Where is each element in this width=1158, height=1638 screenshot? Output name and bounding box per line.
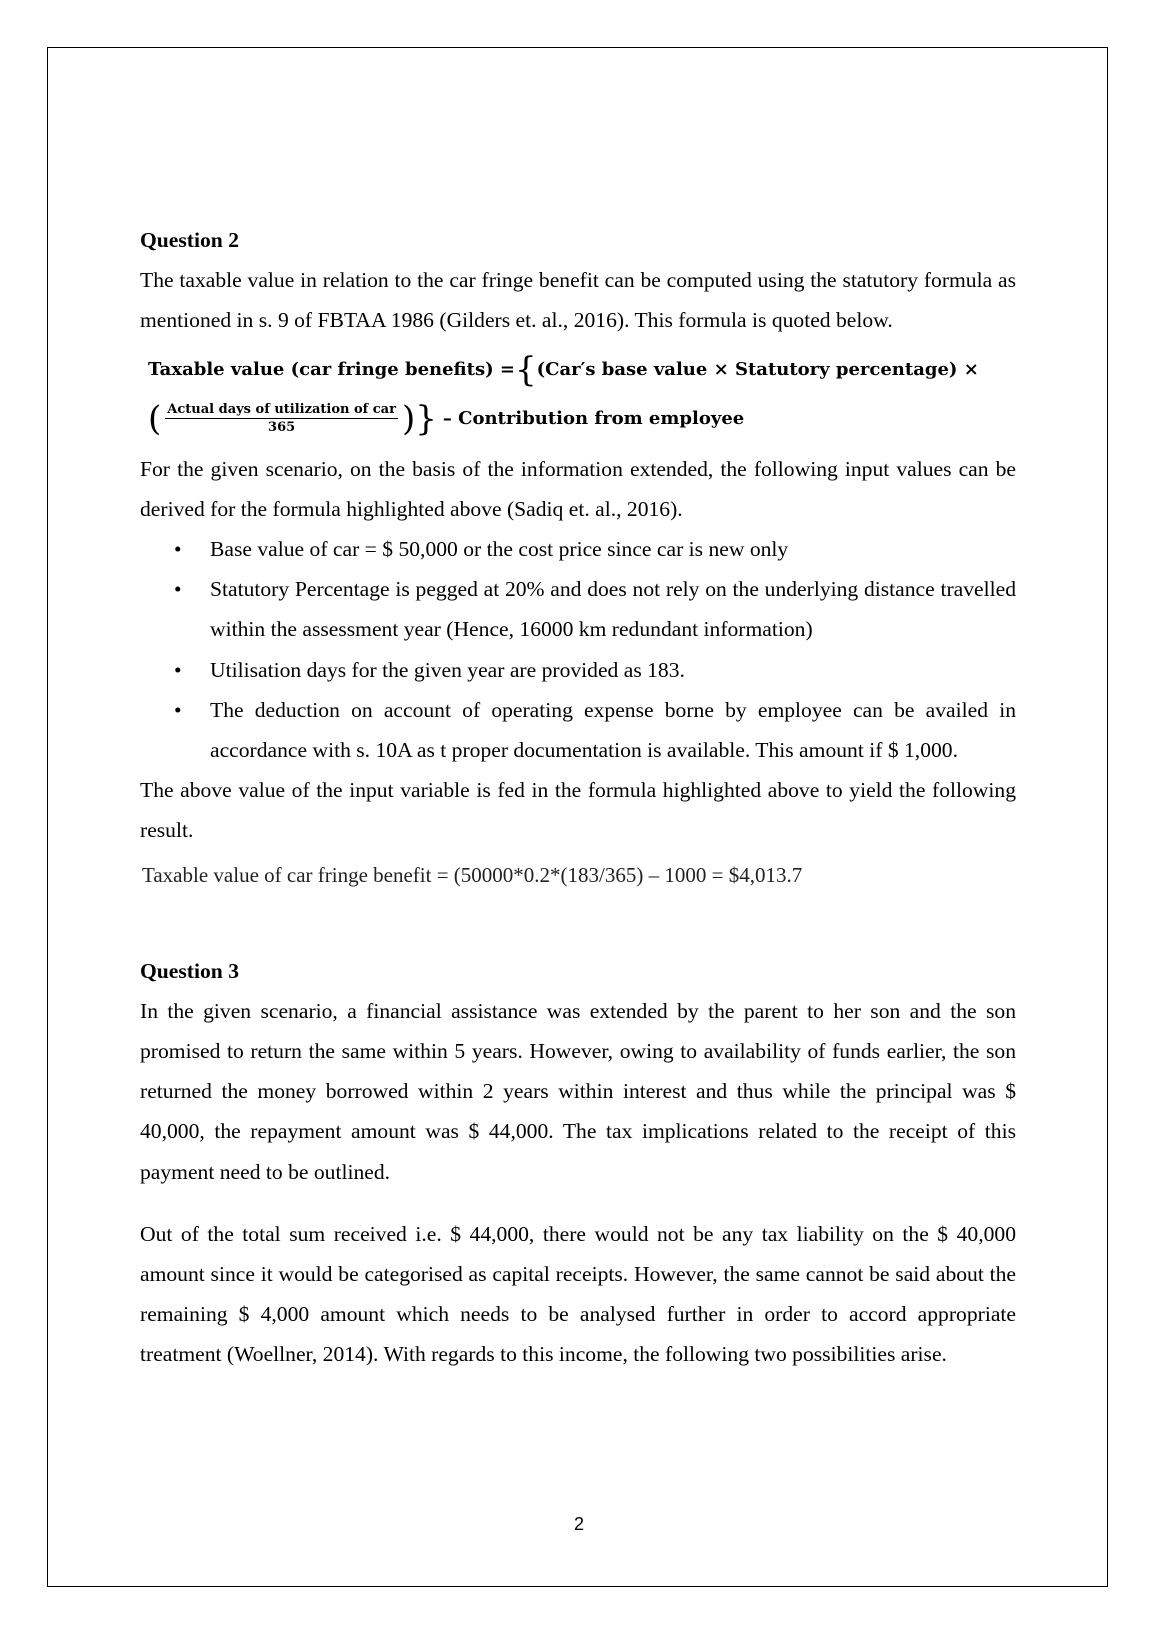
list-item: • The deduction on account of operating expense borne by employee can be availed in accordance with s. 10A as t proper documentation is available. This amount if $ 1,000. (210, 690, 1016, 770)
q2-result-intro: The above value of the input variable is fed in the formula highlighted above to yield the following result. (140, 778, 1016, 843)
input-values-list (140, 529, 1016, 770)
bullet-icon: • (174, 537, 182, 562)
list-item: • Statutory Percentage is pegged at 20% and does not rely on the underlying distance travelled within the assessment year (Hence, 16000 km redundant information) (210, 569, 1016, 649)
taxable-value-formula: Taxable value (car fringe benefits) = { (Car′s base value × Statutory percentage) × ( $\frac{\text{Actual days of utilization of car}}{365}$ )} – Contribution from employee (148, 349, 979, 439)
page-number: 2 (573, 1514, 584, 1534)
document-body (140, 220, 1016, 1375)
list-item: • Utilisation days for the given year are provided as 183. (210, 650, 1016, 690)
formula-term1: (Car′s base value × Statutory percentage) × (536, 358, 979, 380)
fraction-numerator: Actual days of utilization of car (167, 402, 396, 418)
question-3-heading: Question 3 (140, 958, 239, 983)
question-2-heading: Question 2 (140, 228, 239, 252)
bullet-icon: • (174, 697, 182, 722)
list-item: • Base value of car = $ 50,000 or the cost price since car is new only (210, 529, 1016, 569)
fraction-denominator: 365 (268, 420, 296, 436)
formula-fraction (165, 401, 398, 436)
bullet-icon: • (174, 577, 182, 602)
q2-intro-paragraph: The taxable value in relation to the car fringe benefit can be computed using the statutory formula as mentioned in s. 9 of FBTAA 1986 (Gilders et. al., 2016). This formula is quoted below. (140, 268, 1016, 333)
q3-paragraph-2: Out of the total sum received i.e. $ 44,000, there would not be any tax liability on the $ 40,000 amount since it would be categorised as capital receipts. However, the same cannot be said about the remaining $ 4,000 amount which needs to be analysed further in order to accord appropriate treatment (Woellner, 2014). With regards to this income, the following two possibilities arise. (140, 1221, 1016, 1367)
formula-tail: – Contribution from employee (442, 407, 745, 429)
formula-lhs: Taxable value (car fringe benefits) = (148, 358, 515, 380)
formula-open-brace: { (514, 349, 537, 390)
bullet-icon: • (174, 657, 182, 682)
q3-paragraph-1: In the given scenario, a financial assistance was extended by the parent to her son and the son promised to return the same within 5 years. However, owing to availability of funds earlier, the son returned the money borrowed within 2 years within interest and thus while the principal was $ 40,000, the repayment amount was $ 44,000. The tax implications related to the receipt of this payment need to be outlined. (140, 998, 1016, 1184)
computed-result: Taxable value of car fringe benefit = (50000*0.2*(183/365) – 1000 = $4,013.7 (142, 862, 803, 887)
q2-inputs-paragraph: For the given scenario, on the basis of the information extended, the following input values can be derived for the formula highlighted above (Sadiq et. al., 2016). (140, 456, 1016, 521)
